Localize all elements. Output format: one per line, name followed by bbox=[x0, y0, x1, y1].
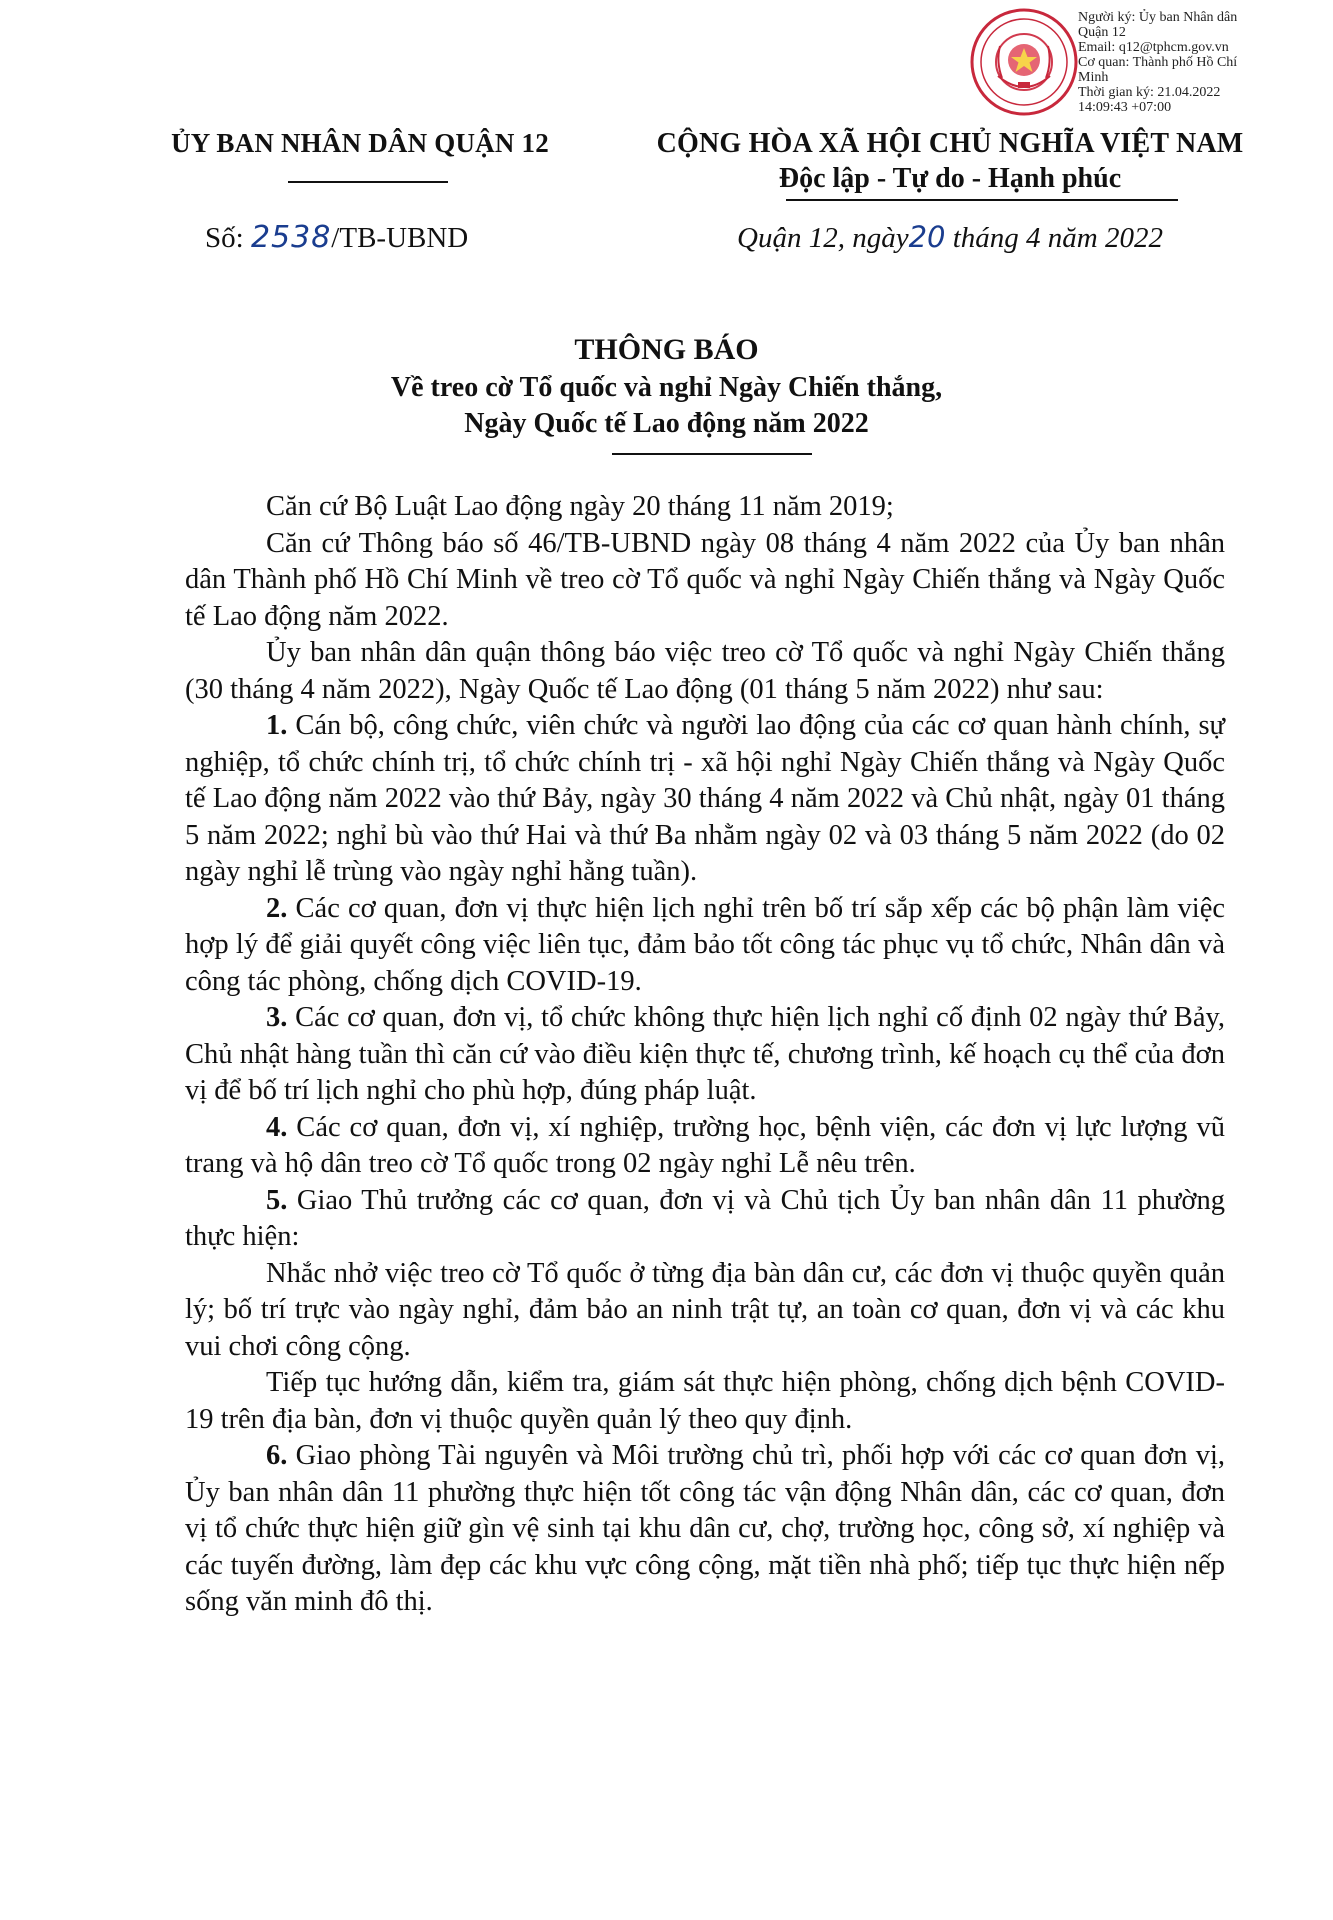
item-5-number: 5. bbox=[266, 1184, 288, 1216]
digital-signature-info bbox=[1078, 10, 1328, 115]
document-subject-line-1: Về treo cờ Tổ quốc và nghỉ Ngày Chiến thắng, bbox=[390, 372, 943, 403]
intro-paragraph: Ủy ban nhân dân quận thông báo việc treo cờ Tổ quốc và nghỉ Ngày Chiến thắng (30 tháng 4 năm 2022), Ngày Quốc tế Lao động (01 tháng 5 năm 2022) như sau: bbox=[185, 637, 1225, 705]
item-1 bbox=[185, 708, 1225, 891]
signature-time: Thời gian ký: 21.04.2022 bbox=[1078, 85, 1221, 100]
item-5-sub-a: Nhắc nhở việc treo cờ Tổ quốc ở từng địa bàn dân cư, các đơn vị thuộc quyền quản lý; bố trí trực vào ngày nghỉ, đảm bảo an ninh trật tự, an toàn cơ quan, đơn vị và các khu vui chơi công cộng. bbox=[185, 1257, 1225, 1362]
item-2-text: Các cơ quan, đơn vị thực hiện lịch nghỉ trên bố trí sắp xếp các bộ phận làm việc hợp lý để giải quyết công việc liên tục, đảm bảo tốt công tác phục vụ tổ chức, Nhân dân và công tác phòng, chống dịch COVID-19. bbox=[185, 892, 1225, 997]
document-subject-line-2: Ngày Quốc tế Lao động năm 2022 bbox=[464, 408, 869, 439]
item-2-number: 2. bbox=[266, 892, 288, 924]
agency-underline bbox=[288, 181, 448, 183]
item-4 bbox=[185, 1110, 1225, 1183]
item-1-text: Cán bộ, công chức, viên chức và người lao động của các cơ quan hành chính, sự nghiệp, tổ chức chính trị, tổ chức chính trị - xã hội nghỉ Ngày Chiến thắng và Ngày Quốc tế Lao động năm 2022 vào thứ Bảy, ngày 30 tháng 4 năm 2022 và Chủ nhật, ngày 01 tháng 5 năm 2022; nghỉ bù vào thứ Hai và thứ Ba nhằm ngày 02 và 03 tháng 5 năm 2022 (do 02 ngày nghỉ lễ trùng vào ngày nghỉ hằng tuần). bbox=[185, 710, 1225, 887]
motto-underline bbox=[786, 199, 1178, 201]
item-5 bbox=[185, 1183, 1225, 1256]
document-number bbox=[205, 220, 468, 255]
place-and-date bbox=[630, 220, 1270, 255]
signature-agency-cont: Minh bbox=[1078, 70, 1109, 85]
state-emblem-seal-icon bbox=[968, 6, 1080, 118]
doc-number-suffix: /TB-UBND bbox=[331, 222, 469, 254]
document-type: THÔNG BÁO bbox=[574, 333, 759, 366]
item-1-number: 1. bbox=[266, 710, 288, 741]
signature-signer: Người ký: Ủy ban Nhân dân bbox=[1078, 10, 1238, 25]
item-6-text: Giao phòng Tài nguyên và Môi trường chủ trì, phối hợp với các cơ quan đơn vị, Ủy ban nhân dân 11 phường thực hiện tốt công tác vận động Nhân dân, các cơ quan, đơn vị tổ chức thực hiện giữ gìn vệ sinh tại khu dân cư, chợ, trường học, công sở, xí nghiệp và các tuyến đường, làm đẹp các khu vực công cộng, mặt tiền nhà phố; tiếp tục thực hiện nếp sống văn minh đô thị. bbox=[185, 1440, 1225, 1617]
date-day-handwritten: 20 bbox=[908, 220, 946, 254]
signature-email: Email: q12@tphcm.gov.vn bbox=[1078, 40, 1229, 55]
place-date-suffix: tháng 4 năm 2022 bbox=[952, 222, 1163, 254]
item-5-text: Giao Thủ trưởng các cơ quan, đơn vị và Chủ tịch Ủy ban nhân dân 11 phường thực hiện: bbox=[185, 1184, 1225, 1252]
title-underline bbox=[612, 453, 812, 455]
national-motto: Độc lập - Tự do - Hạnh phúc bbox=[778, 163, 1122, 194]
signature-time-cont: 14:09:43 +07:00 bbox=[1078, 100, 1172, 115]
basis-paragraph-1: Căn cứ Bộ Luật Lao động ngày 20 tháng 11 năm 2019; bbox=[266, 491, 894, 522]
item-5-sub-b: Tiếp tục hướng dẫn, kiểm tra, giám sát thực hiện phòng, chống dịch bệnh COVID-19 trên địa bàn, đơn vị thuộc quyền quản lý theo quy định. bbox=[185, 1367, 1225, 1435]
item-6-number: 6. bbox=[266, 1440, 288, 1471]
signature-signer-cont: Quận 12 bbox=[1078, 25, 1126, 40]
national-title: CỘNG HÒA XÃ HỘI CHỦ NGHĨA VIỆT NAM bbox=[656, 128, 1244, 159]
issuing-agency: ỦY BAN NHÂN DÂN QUẬN 12 bbox=[171, 128, 549, 158]
document-body bbox=[185, 489, 1225, 1621]
doc-number-handwritten: 2538 bbox=[250, 220, 332, 255]
item-2 bbox=[185, 891, 1225, 1001]
basis-paragraph-2: Căn cứ Thông báo số 46/TB-UBND ngày 08 tháng 4 năm 2022 của Ủy ban nhân dân Thành phố Hồ Chí Minh về treo cờ Tổ quốc và nghỉ Ngày Chiến thắng và Ngày Quốc tế Lao động năm 2022. bbox=[185, 527, 1225, 632]
item-4-number: 4. bbox=[266, 1111, 288, 1143]
item-4-text: Các cơ quan, đơn vị, xí nghiệp, trường học, bệnh viện, các đơn vị lực lượng vũ trang và hộ dân treo cờ Tổ quốc trong 02 ngày nghỉ Lễ nêu trên. bbox=[185, 1111, 1225, 1179]
place-date-prefix: Quận 12, ngày bbox=[737, 222, 909, 254]
item-3-text: Các cơ quan, đơn vị, tổ chức không thực hiện lịch nghỉ cố định 02 ngày thứ Bảy, Chủ nhật hàng tuần thì căn cứ vào điều kiện thực tế, chương trình, kế hoạch cụ thể của đơn vị để bố trí lịch nghỉ cho phù hợp, đúng pháp luật. bbox=[185, 1002, 1225, 1106]
item-3-number: 3. bbox=[266, 1002, 288, 1033]
item-6 bbox=[185, 1438, 1225, 1621]
doc-number-prefix: Số: bbox=[205, 222, 244, 254]
item-3 bbox=[185, 1000, 1225, 1110]
signature-agency: Cơ quan: Thành phố Hồ Chí bbox=[1078, 55, 1238, 70]
